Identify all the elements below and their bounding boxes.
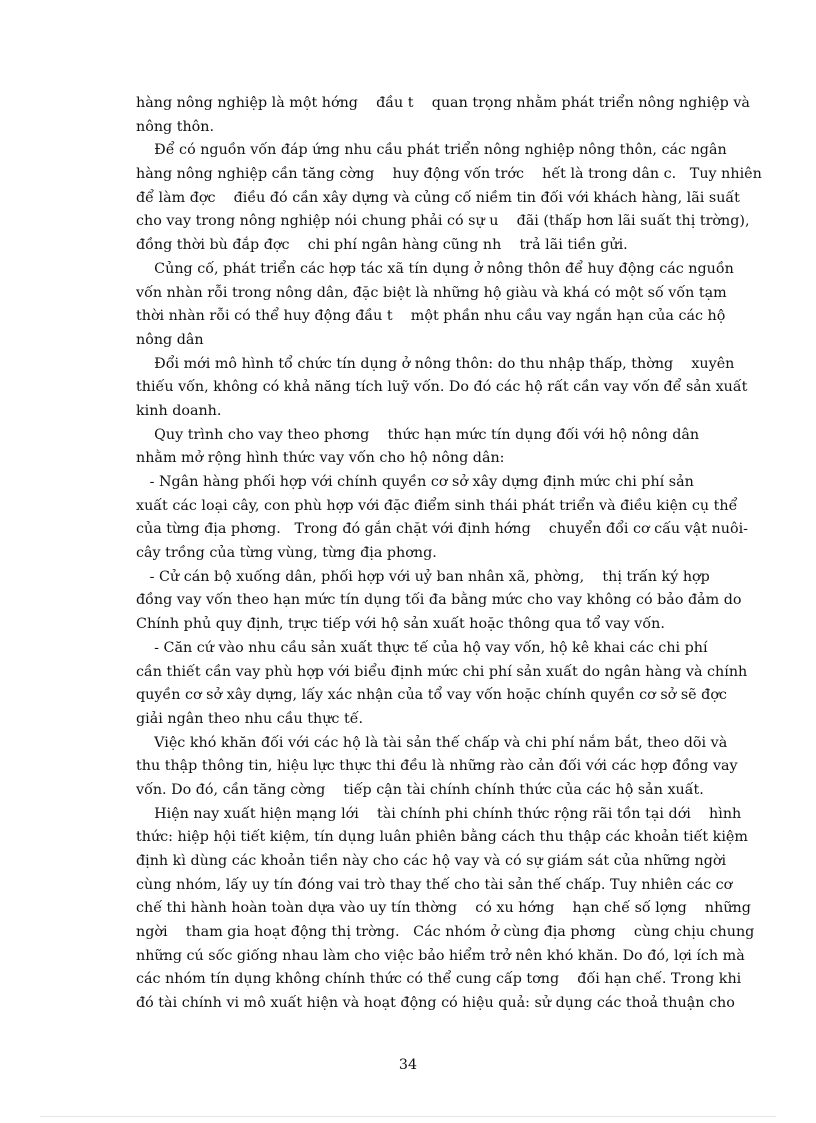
text-line: kinh doanh. (136, 402, 222, 419)
text-line: hàng nông nghiệp cần tăng cờng huy động vốn trớc hết là trong dân c. Tuy nhiên (136, 166, 762, 183)
page-number: 34 (398, 1057, 418, 1073)
text-line: Chính phủ quy định, trực tiếp với hộ sản xuất hoặc thông qua tổ vay vốn. (136, 616, 665, 633)
text-line: quyền cơ sở xây dựng, lấy xác nhận của tổ vay vốn hoặc chính quyền cơ sở sẽ đợc (136, 687, 727, 704)
body-text (136, 92, 770, 1016)
text-line: Đổi mới mô hình tổ chức tín dụng ở nông thôn: do thu nhập thấp, thờng xuyên (136, 355, 735, 372)
text-line: các nhóm tín dụng không chính thức có thể cung cấp tơng đối hạn chế. Trong khi (136, 971, 742, 988)
text-line: cần thiết cần vay phù hợp với biểu định mức chi phí sản xuất do ngân hàng và chính (136, 663, 748, 680)
text-line: đó tài chính vi mô xuất hiện và hoạt động có hiệu quả: sử dụng các thoả thuận cho (136, 995, 735, 1012)
text-line: vốn nhàn rỗi trong nông dân, đặc biệt là những hộ giàu và khá có một số vốn tạm (136, 284, 727, 301)
text-line: hàng nông nghiệp là một hớng đầu t quan trọng nhằm phát triển nông nghiệp và (136, 95, 750, 111)
text-line: thời nhàn rỗi có thể huy động đầu t một phần nhu cầu vay ngắn hạn của các hộ (136, 308, 726, 325)
text-line: nông dân (136, 331, 204, 348)
text-line: những cú sốc giống nhau làm cho việc bảo hiểm trở nên khó khăn. Do đó, lợi ích mà (136, 947, 745, 964)
page-bottom-edge (40, 1116, 776, 1117)
text-line: của từng địa phơng. Trong đó gắn chặt với định hớng chuyển đổi cơ cấu vật nuôi- (136, 521, 748, 538)
text-line: Quy trình cho vay theo phơng thức hạn mức tín dụng đối với hộ nông dân (136, 426, 700, 443)
text-line: Củng cố, phát triển các hợp tác xã tín dụng ở nông thôn để huy động các nguồn (136, 260, 734, 277)
text-line: cây trồng của từng vùng, từng địa phơng. (136, 545, 437, 562)
text-line: để làm đợc điều đó cần xây dựng và củng cố niềm tin đối với khách hàng, lãi suất (136, 189, 740, 206)
text-line: cho vay trong nông nghiệp nói chung phải có sự u đãi (thấp hơn lãi suất thị trờng), (136, 213, 750, 230)
text-line: Hiện nay xuất hiện mạng lới tài chính phi chính thức rộng rãi tồn tại dới hình (136, 805, 742, 822)
text-line: cùng nhóm, lấy uy tín đóng vai trò thay thế cho tài sản thế chấp. Tuy nhiên các cơ (136, 876, 733, 893)
text-line: chế thi hành hoàn toàn dựa vào uy tín thờng có xu hớng hạn chế số lợng những (136, 900, 751, 917)
text-line: thiếu vốn, không có khả năng tích luỹ vốn. Do đó các hộ rất cần vay vốn để sản xuất (136, 379, 748, 396)
text-line: đồng vay vốn theo hạn mức tín dụng tối đa bằng mức cho vay không có bảo đảm do (136, 592, 742, 609)
text-line: nhằm mở rộng hình thức vay vốn cho hộ nông dân: (136, 450, 505, 467)
text-line: giải ngân theo nhu cầu thực tế. (136, 710, 364, 727)
text-line: ngời tham gia hoạt động thị trờng. Các nhóm ở cùng địa phơng cùng chịu chung (136, 924, 755, 941)
text-line: Việc khó khăn đối với các hộ là tài sản thế chấp và chi phí nắm bắt, theo dõi và (136, 734, 728, 751)
text-line: đồng thời bù đắp đợc chi phí ngân hàng cũng nh trả lãi tiền gửi. (136, 237, 628, 254)
text-line: thức: hiệp hội tiết kiệm, tín dụng luân phiên bằng cách thu thập các khoản tiết kiệm (136, 829, 748, 846)
text-line: vốn. Do đó, cần tăng cờng tiếp cận tài chính chính thức của các hộ sản xuất. (136, 781, 704, 798)
text-line: - Cử cán bộ xuống dân, phối hợp với uỷ ban nhân xã, phờng, thị trấn ký hợp (136, 568, 710, 585)
text-line: nông thôn. (136, 118, 215, 135)
text-line: xuất các loại cây, con phù hợp với đặc điểm sinh thái phát triển và điều kiện cụ thể (136, 497, 738, 514)
text-line: Để có nguồn vốn đáp ứng nhu cầu phát triển nông nghiệp nông thôn, các ngân (136, 142, 727, 159)
text-line: - Căn cứ vào nhu cầu sản xuất thực tế của hộ vay vốn, hộ kê khai các chi phí (136, 639, 708, 656)
text-line: - Ngân hàng phối hợp với chính quyền cơ sở xây dựng định mức chi phí sản (136, 474, 694, 490)
text-line: định kì dùng các khoản tiền này cho các hộ vay và có sự giám sát của những ngời (136, 853, 727, 869)
text-line: thu thập thông tin, hiệu lực thực thi đều là những rào cản đối với các hợp đồng vay (136, 758, 738, 775)
